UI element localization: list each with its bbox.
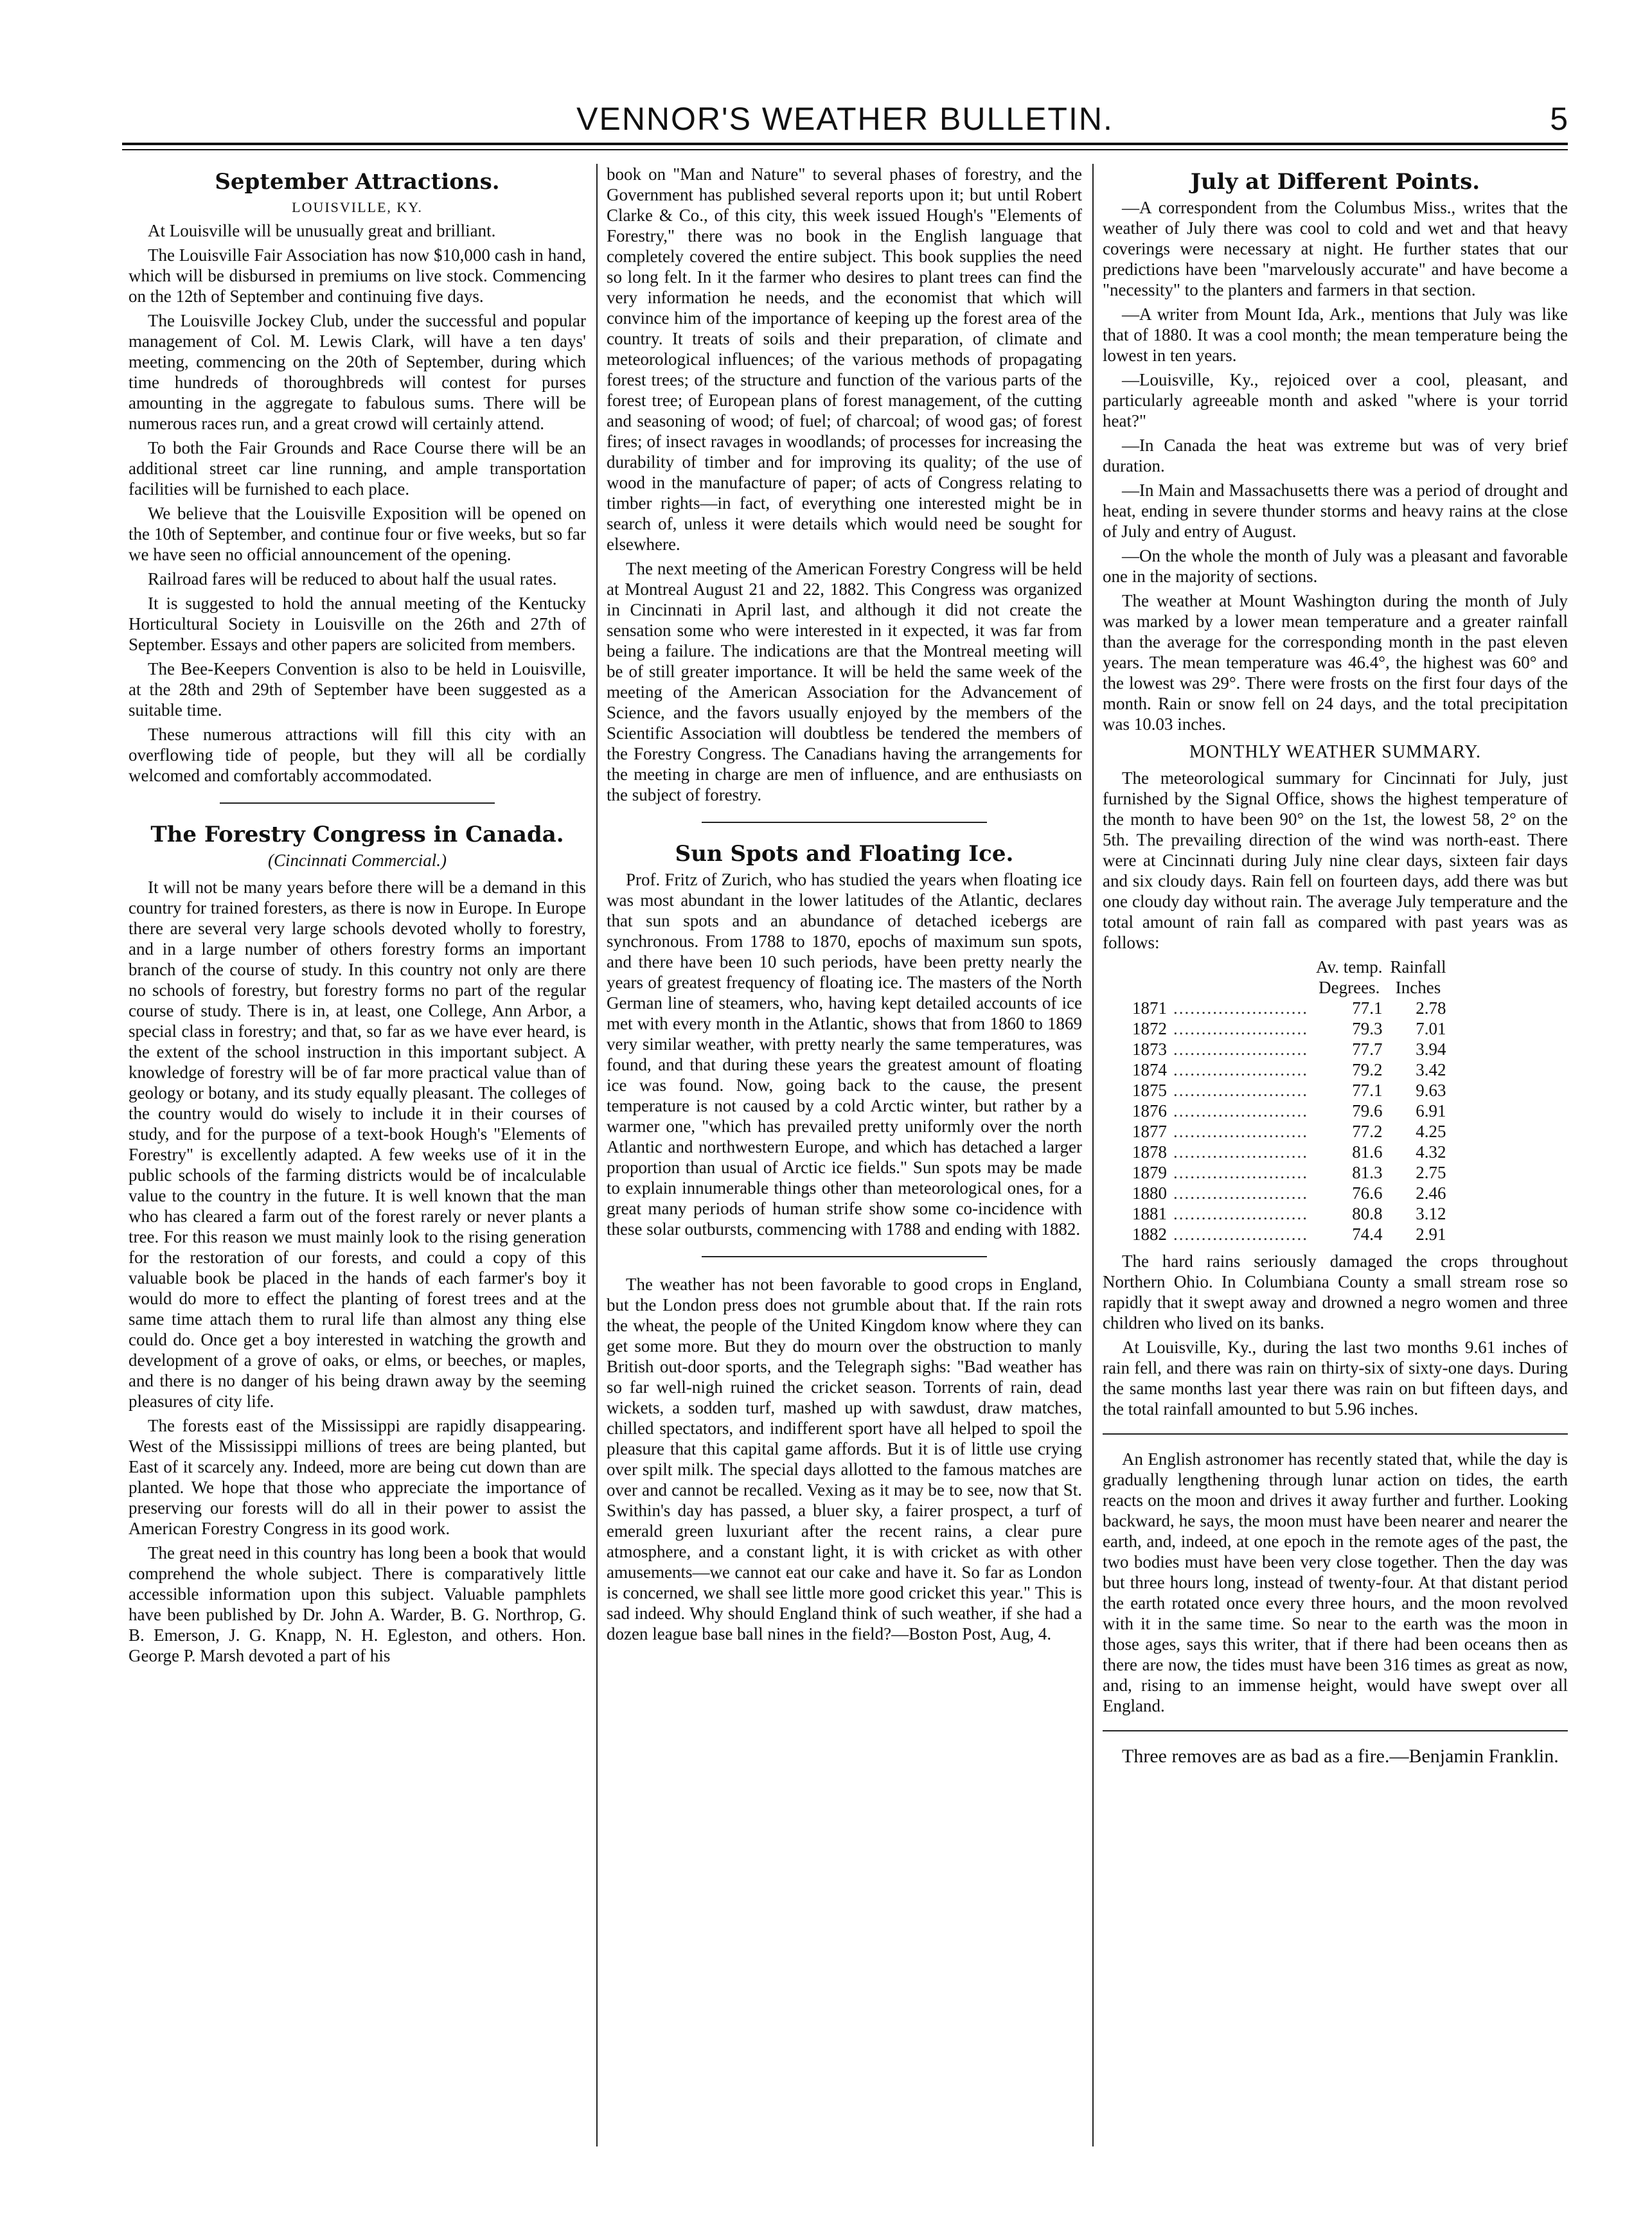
article-separator — [702, 822, 987, 823]
table-cell-temp: 77.1 — [1352, 998, 1383, 1018]
table-row — [1128, 1059, 1450, 1080]
table-cell-rain: 2.75 — [1416, 1163, 1446, 1182]
article-paragraph: Railroad fares will be reduced to about half the usual rates. — [148, 569, 557, 588]
header-rule-bottom — [122, 149, 1568, 150]
article-paragraph: book on "Man and Nature" to several phases of forestry, and the Government has published several reports upon it; but until Robert Clarke & Co., of this city, this week issued Hough's "Elements of Forestry," there was no book in the English language that completely covered the entire subject. This book supplies the need so long felt. In it the farmer who desires to plant trees can find the very information he needs, and the economist that which will convince him of the importance of keeping up the forest area of the country. It treats of soils and their preparation, of climate and meteorological influences; of the various methods of propagating forest trees; of the structure and function of the various parts of the forest tree; of European plans of forest management, of the cutting and seasoning of wood; of fuel; of charcoal; of wood gas; of forest fires; of insect ravages in woodlands; of processes for increasing the durability of timber and for improving its quality; of the use of wood in the manufacture of paper; of acts of Congress relating to timber rights—in fact, of everything one interested might be in search of, unless it were details which would need be sought for elsewhere. — [607, 164, 1082, 554]
article-paragraph: The weather has not been favorable to good crops in England, but the London press does not grumble about that. If the rain rots the wheat, the people of the United Kingdom know where they can get some more. But they do mourn over the obstruction to manly British out-door sports, and the Telegraph sighs: "Bad weather has so far well-nigh ruined the cricket season. Torrents of rain, dead wickets, a sodden turf, mashed up with sawdust, draw matches, chilled spectators, and indifferent sport have all helped to spoil the pleasure that this capital game affords. But it is of little use crying over spilt milk. The special days allotted to the famous matches are over and cannot be recalled. Vexing as it may be to see, now that St. Swithin's day has passed, a bluer sky, a fairer prospect, a turf of emerald green luxuriant after the recent rains, a clear pure atmosphere, and a constant light, it is with cricket as with other amusements—we cannot eat our cake and have it. So far as London is concerned, we shall see little more good cricket this year." This is sad indeed. Why should England think of such weather, if she had a dozen league base ball nines in the field?—Boston Post, Aug, 4. — [607, 1275, 1082, 1643]
article-byline: (Cincinnati Commercial.) — [268, 851, 447, 870]
table-cell-year: 1872 — [1132, 1019, 1167, 1038]
header-rule-top — [122, 143, 1568, 145]
article-separator — [220, 802, 494, 804]
table-row — [1128, 1224, 1450, 1244]
article-headline: Sun Spots and Floating Ice. — [675, 841, 1014, 867]
article-paragraph: The forests east of the Mississippi are rapidly disappearing. West of the Mississippi millions of trees are being planted, but East of it scarcely any. Indeed, more are being cut down than are planted. We hope that those who appreciate the importance of preserving our forests will do all in their power to assist the American Forestry Congress in its good work. — [129, 1416, 586, 1538]
table-cell-temp: 79.2 — [1352, 1060, 1383, 1079]
table-row — [1128, 1080, 1450, 1101]
article-paragraph: The Louisville Jockey Club, under the successful and popular management of Col. M. Lewis Clark, will have a ten days' meeting, commencing on the 20th of September, during which time hundreds of thoroughbreds will contest for purses amounting in the aggregate to fabulous sums. There will be numerous races run, and a great crowd will certainly attend. — [129, 311, 586, 433]
article-paragraph: The hard rains seriously damaged the crops throughout Northern Ohio. In Columbiana County a small stream rose so rapidly that it swept away and drowned a negro women and three children who lived on its banks. — [1103, 1252, 1568, 1332]
article-paragraph: To both the Fair Grounds and Race Course there will be an additional street car line running, and ample transportation facilities will be furnished to each place. — [129, 438, 586, 499]
table-cell-year: 1873 — [1132, 1040, 1167, 1059]
table-cell-rain: 2.91 — [1416, 1225, 1446, 1244]
article-paragraph: —A writer from Mount Ida, Ark., mentions that July was like that of 1880. It was a cool month; the mean temperature being the lowest in ten years. — [1103, 305, 1568, 365]
column-3 — [1103, 164, 1568, 2146]
column-1 — [129, 164, 586, 2146]
table-cell-leader: ........................ — [1173, 1163, 1308, 1182]
table-cell-temp: 79.3 — [1352, 1019, 1383, 1038]
table-cell-leader: ........................ — [1173, 1122, 1308, 1141]
table-cell-rain: 9.63 — [1416, 1081, 1446, 1100]
table-cell-leader: ........................ — [1173, 1101, 1308, 1120]
table-cell-rain: 2.78 — [1416, 998, 1446, 1018]
article-paragraph: We believe that the Louisville Exposition will be opened on the 10th of September, and continue four or five weeks, but so far we have seen no official announcement of the opening. — [129, 504, 586, 564]
table-row — [1128, 1121, 1450, 1142]
article-separator — [1103, 1433, 1568, 1435]
table-cell-leader: ........................ — [1173, 1204, 1308, 1223]
table-cell-year: 1879 — [1132, 1163, 1167, 1182]
table-cell-temp: 77.2 — [1352, 1122, 1383, 1141]
table-row — [1128, 1142, 1450, 1162]
table-cell-temp: 81.3 — [1352, 1163, 1383, 1182]
table-cell-year: 1871 — [1132, 998, 1167, 1018]
table-row — [1128, 1183, 1450, 1203]
article-paragraph: At Louisville, Ky., during the last two months 9.61 inches of rain fell, and there was rain on thirty-six of sixty-one days. During the same months last year there was rain on but fifteen days, and the total rainfall amounted to but 5.96 inches. — [1103, 1338, 1568, 1419]
article-sun-spots — [607, 840, 1082, 1239]
article-paragraph: The Louisville Fair Association has now $10,000 cash in hand, which will be disbursed in premiums on live stock. Commencing on the 12th of September and continuing five days. — [129, 245, 586, 306]
table-cell-rain: 4.25 — [1416, 1122, 1446, 1141]
table-cell-year: 1875 — [1132, 1081, 1167, 1100]
table-cell-rain: 3.12 — [1416, 1204, 1446, 1223]
table-cell-leader: ........................ — [1173, 1142, 1308, 1162]
table-cell-rain: 3.42 — [1416, 1060, 1446, 1079]
article-paragraph: —A correspondent from the Columbus Miss., writes that the weather of July there was cool to cold and wet and that heavy coverings were necessary at night. He further states that our predictions have been "marvelously accurate" and have become a "necessity" to the planters and farmers in that section. — [1103, 198, 1568, 299]
article-paragraph: An English astronomer has recently stated that, while the day is gradually lengthening through lunar action on tides, the earth reacts on the moon and drives it away further and further. Looking backward, he says, the moon must have been nearer and nearer the earth, and, indeed, at one epoch in the remote ages of the past, the two bodies must have been very close together. Then the day was but three hours long, instead of twenty-four. At that distant period the earth rotated once every three hours, and the moon revolved with it in the same time. So near to the earth was the moon in those ages, says this writer, that if there had been oceans then as there are now, the tides must have been 316 times as great as now, and, rising to an immense height, would have swept over all England. — [1103, 1449, 1568, 1715]
article-paragraph: It will not be many years before there will be a demand in this country for trained foresters, as there is now in Europe. In Europe there are several very large schools devoted wholly to forestry, and in a large number of others forestry forms an important branch of the course of study. In this country not only are there no schools of forestry, but forestry forms no part of the regular course of study. There is in, at least, one College, Ann Arbor, a special class in forestry; and that, so far as we have ever heard, is the extent of the school instruction in this important subject. A knowledge of forestry will be of far more practical value than of geology or botany, and its study equally pleasant. The colleges of the country would do wisely to include it in their courses of study, and for the purpose of a text-book Hough's "Elements of Forestry" is excellently adapted. A few weeks use of it in the public schools of the farming districts would be of incalculable value to the country in the future. It is well known that the man who has cleared a farm out of the forest rarely or never plants a tree. For this reason we must mainly look to the rising generation for the restoration of our forests, and could a copy of this valuable book be placed in the hands of each farmer's boy it would do more to effect the planting of forest trees and at the same time attach them to rural life than almost any thing else could do. Once get a boy interested in watching the growth and development of a grove of oaks, or elms, or beeches, or maples, and there is no danger of his being drawn away by the seeming pleasures of city life. — [129, 878, 586, 1411]
article-paragraph: The meteorological summary for Cincinnati for July, just furnished by the Signal Office, shows the highest temperature of the month to have been 90° on the 1st, the lowest 58, 2° on the 5th. The prevailing direction of the wind was north-east. There were at Cincinnati during July nine clear days, sixteen fair days and six cloudy days. Rain fell on fourteen days, add there was but one cloudy day without rain. The average July temperature and the total amount of rain fall as compared with past years was as follows: — [1103, 768, 1568, 952]
article-paragraph: The Bee-Keepers Convention is also to be held in Louisville, at the 28th and 29th of September have been suggested as a suitable time. — [129, 659, 586, 720]
table-cell-temp: 77.7 — [1352, 1040, 1383, 1059]
article-september-attractions — [129, 168, 586, 786]
table-header-rain: Rainfall — [1390, 957, 1446, 977]
franklin-quote: Three removes are as bad as a fire.—Benjamin Franklin. — [1122, 1746, 1559, 1767]
article-paragraph: Prof. Fritz of Zurich, who has studied the years when floating ice was most abundant in the lower latitudes of the Atlantic, declares that sun spots and an abundance of detached icebergs are synchronous. From 1788 to 1870, epochs of maximum sun spots, and there have been 10 such periods, have been pretty nearly the years of greatest frequency of floating ice. The masters of the North German line of steamers, who, having kept detailed accounts of ice met with every month in the Atlantic, shows that from 1860 to 1869 very similar weather, with pretty nearly the same temperatures, was found, and that during these years the greatest amount of floating ice was found. Now, going back to the cause, the present temperature is not caused by a cold Arctic winter, but rather by a warmer one, "which has prevailed pretty uniformly over the north Atlantic and northwestern Europe, and which has detached a larger proportion than usual of Arctic ice fields." Sun spots may be made to explain innumerable things other than meteorological ones, for a great many periods of human strife show some co-incidence with these solar outbursts, commencing with 1788 and ending with 1882. — [607, 870, 1082, 1239]
table-cell-year: 1880 — [1132, 1183, 1167, 1203]
table-cell-rain: 3.94 — [1416, 1040, 1446, 1059]
table-row — [1128, 1162, 1450, 1183]
table-cell-temp: 74.4 — [1352, 1225, 1383, 1244]
article-paragraph: These numerous attractions will fill this city with an overflowing tide of people, but they will all be cordially welcomed and comfortably accommodated. — [129, 725, 586, 785]
article-headline: July at Different Points. — [1190, 169, 1480, 195]
article-moon-tides — [1103, 1449, 1568, 1716]
article-paragraph: The next meeting of the American Forestry Congress will be held at Montreal August 21 and 22, 1882. This Congress was organized in Cincinnati in April last, and although it did not create the sensation some who were interested in it expected, it was far from being a failure. The indications are that the Montreal meeting will be of still greater importance. It will be held the same week of the meeting of the American Association for the Advancement of Science, and the favors usually enjoyed by the members of the Scientific Association will doubtless be tendered the members of the Forestry Congress. The Canadians having the arrangements for the meeting in charge are men of influence, and are enthusiasts on the subject of forestry. — [607, 559, 1082, 804]
column-divider-2 — [1092, 164, 1094, 2146]
table-cell-temp: 79.6 — [1352, 1101, 1383, 1120]
table-cell-rain: 2.46 — [1416, 1183, 1446, 1203]
table-cell-temp: 80.8 — [1352, 1204, 1383, 1223]
table-row — [1128, 998, 1450, 1018]
table-row — [1128, 1018, 1450, 1039]
article-paragraph: —In Canada the heat was extreme but was of very brief duration. — [1103, 436, 1568, 475]
table-header-temp-unit: Degrees. — [1319, 978, 1380, 997]
table-row — [1128, 1203, 1450, 1224]
table-cell-temp: 76.6 — [1352, 1183, 1383, 1203]
table-cell-rain: 7.01 — [1416, 1019, 1446, 1038]
table-cell-rain: 4.32 — [1416, 1142, 1446, 1162]
article-paragraph: At Louisville will be unusually great and brilliant. — [148, 221, 496, 240]
article-separator — [702, 1256, 987, 1257]
article-headline: The Forestry Congress in Canada. — [150, 822, 564, 847]
table-cell-year: 1882 — [1132, 1225, 1167, 1244]
column-divider-1 — [596, 164, 598, 2146]
table-cell-rain: 6.91 — [1416, 1101, 1446, 1120]
article-forestry-congress — [129, 820, 586, 1666]
table-cell-year: 1874 — [1132, 1060, 1167, 1079]
table-header-rain-unit: Inches — [1395, 978, 1441, 997]
article-paragraph: The great need in this country has long been a book that would comprehend the whole subject. There is comparatively little accessible information upon this subject. Valuable pamphlets have been published by Dr. John A. Warder, B. G. Northrop, G. B. Emerson, J. G. Knapp, N. H. Egleston, and others. Hon. George P. Marsh devoted a part of his — [129, 1543, 586, 1665]
weather-summary-table — [1128, 957, 1450, 1244]
table-cell-leader: ........................ — [1173, 1225, 1308, 1244]
page-number: 5 — [1550, 101, 1568, 137]
article-headline: September Attractions. — [215, 169, 500, 195]
article-separator — [1103, 1730, 1568, 1731]
table-header-temp: Av. temp. — [1316, 957, 1383, 977]
table-row — [1128, 1101, 1450, 1121]
table-cell-leader: ........................ — [1173, 1183, 1308, 1203]
table-row — [1128, 1039, 1450, 1059]
table-cell-leader: ........................ — [1173, 1040, 1308, 1059]
page-header — [122, 96, 1568, 141]
article-paragraph: It is suggested to hold the annual meeting of the Kentucky Horticultural Society in Louisville on the 26th and 27th of September. Essays and other papers are solicited from members. — [129, 594, 586, 654]
article-paragraph: —In Main and Massachusetts there was a period of drought and heat, ending in severe thunder storms and heavy rains at the close of July and entry of August. — [1103, 481, 1568, 541]
table-cell-temp: 81.6 — [1352, 1142, 1383, 1162]
table-cell-year: 1878 — [1132, 1142, 1167, 1162]
article-dateline: LOUISVILLE, KY. — [292, 199, 423, 215]
table-cell-year: 1877 — [1132, 1122, 1167, 1141]
article-english-weather — [607, 1274, 1082, 1644]
table-cell-leader: ........................ — [1173, 1081, 1308, 1100]
table-cell-temp: 77.1 — [1352, 1081, 1383, 1100]
article-paragraph: The weather at Mount Washington during the month of July was marked by a lower mean temperature and a greater rainfall than the average for the corresponding month in the past eleven years. The mean temperature was 46.4°, the highest was 60° and the lowest was 29°. There were frosts on the first four days of the month. Rain or snow fell on 24 days, and the total precipitation was 10.03 inches. — [1103, 591, 1568, 734]
page-title: VENNOR'S WEATHER BULLETIN. — [576, 101, 1114, 137]
table-cell-leader: ........................ — [1173, 998, 1308, 1018]
article-july-points — [1103, 168, 1568, 953]
section-subhead: MONTHLY WEATHER SUMMARY. — [1189, 742, 1481, 762]
article-paragraph: —Louisville, Ky., rejoiced over a cool, pleasant, and particularly agreeable month and asked "where is your torrid heat?" — [1103, 370, 1568, 430]
table-cell-leader: ........................ — [1173, 1060, 1308, 1079]
table-cell-year: 1881 — [1132, 1204, 1167, 1223]
article-paragraph: —On the whole the month of July was a pleasant and favorable one in the majority of sections. — [1103, 546, 1568, 586]
table-cell-year: 1876 — [1132, 1101, 1167, 1120]
column-2 — [607, 164, 1082, 2146]
table-cell-leader: ........................ — [1173, 1019, 1308, 1038]
